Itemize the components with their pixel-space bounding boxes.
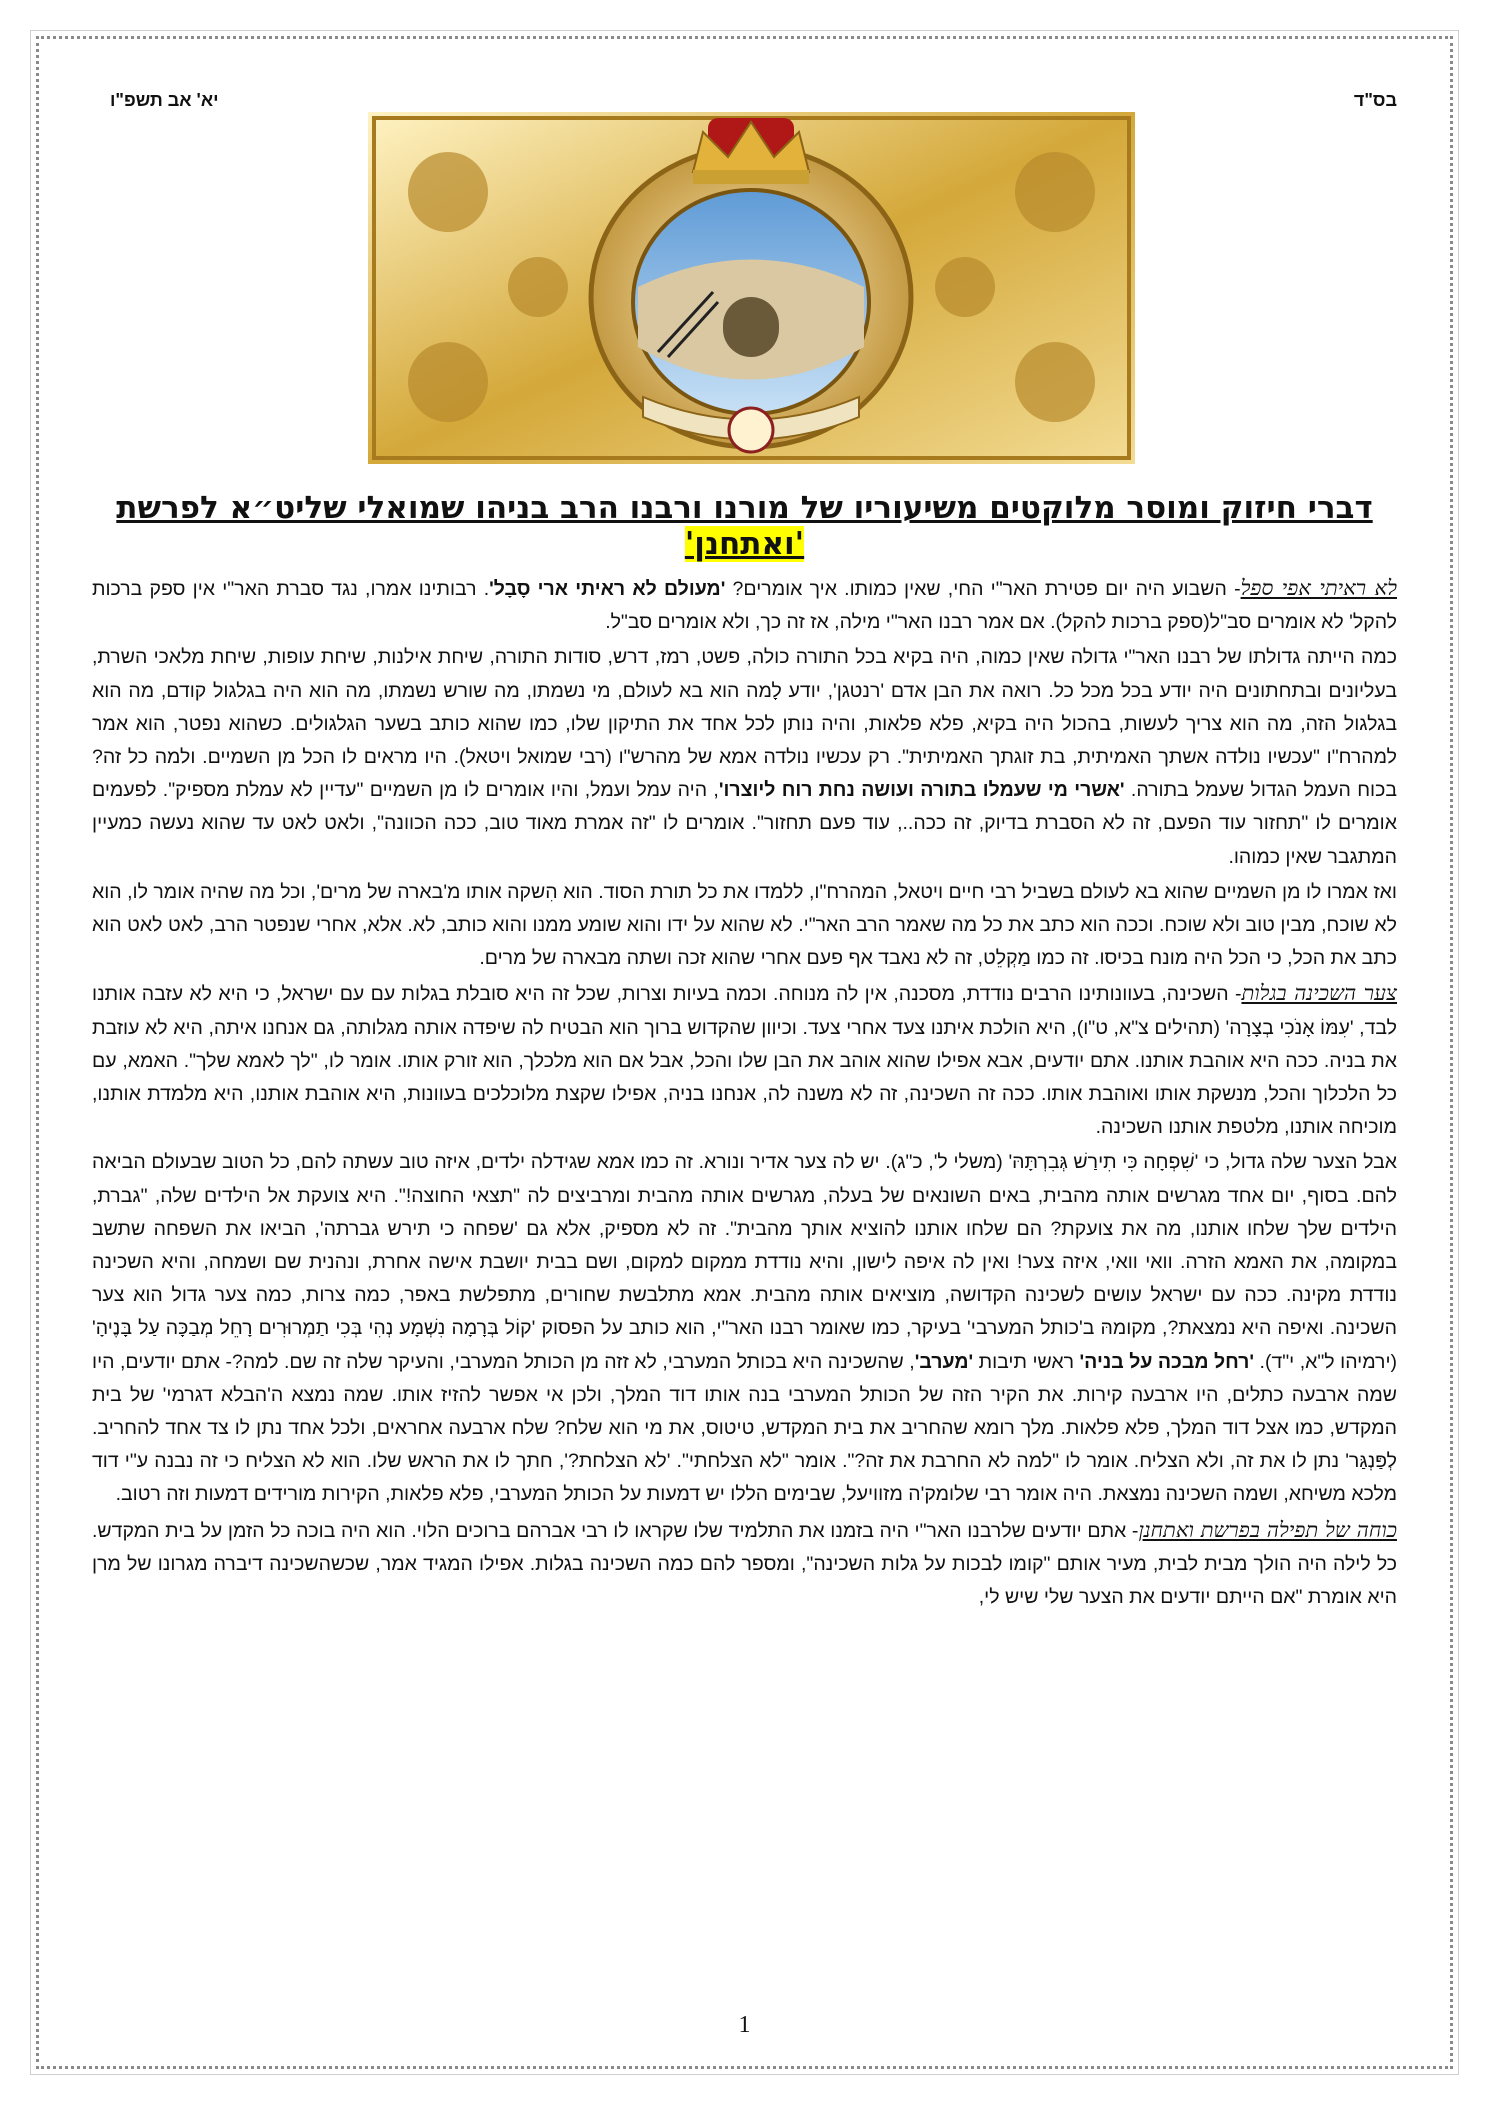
header-bsd: בס"ד bbox=[1353, 90, 1397, 110]
text-run: ראשי תיבות bbox=[973, 1350, 1080, 1373]
paragraph bbox=[92, 977, 1397, 1144]
banner-image bbox=[368, 112, 1135, 464]
text-run: - אתם יודעים שלרבנו האר"י היה בזמנו את התלמיד שלו שקראו לו רבי אברהם ברוכים הלוי. הוא היה בוכה כל הזמן על בית המקדש. כל לילה היה הולך מבית לבית, מעיר אותם "קומו לבכות על גלות השכינה", ומספר להם כמה השכינה בגלות. אפילו המגיד אמר, שכשהשכינה דיברה מגרונו של מרן היא אומרת "אם הייתם יודעים את הצער שלי שיש לי, bbox=[92, 1519, 1397, 1609]
bold-quote: 'מערב' bbox=[914, 1350, 974, 1373]
page-number: 1 bbox=[738, 2012, 751, 2038]
paragraph bbox=[92, 572, 1397, 639]
section-heading: לא ראיתי אפי ספל bbox=[1240, 576, 1397, 600]
seal bbox=[729, 408, 773, 452]
paragraph bbox=[92, 1146, 1397, 1511]
text-run: , שהשכינה היא בכותל המערבי, לא זזה מן הכותל המערבי, והעיקר שלה זה שם. למה?- אתם יודעים, היו שמה ארבעה כתלים, היו ארבעה קירות. את הקיר הזה של הכותל המערבי בנה אותו דוד המלך, ולכן אי אפשר להזיז אותו. שמה נמצא ה'הבלא דגרמי' של בית המקדש, כמו אצל דוד המלך, פלא פלאות. מלך רומא שהחריב את בית המקדש, טיטוס, את מי הוא שלח? שלח ארבעה אחראים, ולכל אחד נתן לו צד אחד להחריב. לְפַּנְגַּר' נתן לו את זה, ולא הצליח. אומר לו "למה לא החרבת את זה?". אומר "לא הצלחתי". 'לא הצלחת?', חתך לו את הראש שלו. הוא לא הצליח כי זה נבנה ע"י דוד מלכא משיחא, ושמה השכינה נמצאת. היה אומר רבי שלומק'ה מזוויעל, שבימים הללו יש דמעות על הכותל המערבי, פלא פלאות, הקירות מורידים דמעות וזה רטוב. bbox=[92, 1350, 1397, 1506]
section-heading: כוחה של תפילה בפרשת ואתחנן bbox=[1138, 1517, 1397, 1542]
paragraph bbox=[92, 641, 1397, 873]
paragraph: ואז אמרו לו מן השמיים שהוא בא לעולם בשביל רבי חיים ויטאל, המהרח"ו, ללמדו את כל תורת הסוד. הוא הִשקה אותו מ'בארה של מרים', וכל מה שהיה אומר לו, הוא לא שוכח, מבין טוב ולא שוכח. וככה הוא כתב את כל מה שאמר הרב האר"י. לא שהוא על ידו והוא שומע ממנו והוא כותב, לא. אלא, אחרי שנפטר הרב, לאט לאט הוא כתב את הכל, כי הכל היה מונח בכיסו. זה כמו מַקְלֵט, זה לא נאבד אף פעם אחרי שהוא זכה ושתה מבארה של מרים. bbox=[92, 880, 1397, 970]
text-run: - השבוע היה יום פטירת האר"י החי, שאין כמותו. איך אומרים? bbox=[725, 578, 1241, 600]
text-run: . רבותינו אמרו, נגד סברת האר"י אין ספק ברכות להקל' לא אומרים סב"ל(ספק ברכות להקל). אם אמר רבנו האר"י מילה, אז זה כך, ולא אומרים סב"ל. bbox=[92, 578, 1397, 634]
text-run: אבל הצער שלה גדול, כי 'שִׁפְחָה כִּי תִירַשׁ גְּבִרְתָּהּ' (משלי ל', כ"ג). יש לה צער אדיר ונורא. זה כמו אמא שגידלה ילדים, איזה טוב עשתה להם, כל הטוב שבעולם הביאה להם. בסוף, יום אחד מגרשים אותה מהבית, באים השונאים של בעלה, מגרשים אותה מהבית ומרביצים לה "תצאי החוצה!". היא צועקת אל הילדים שלה, "גברת, הילדים שלך שלחו אותנו, מה את צועקת? הם שלחו אותנו להוציא אותך מהבית". זה לא מספיק, אלא גם 'שפחה כי תירש גברתה', הביאו את השפחה שתשב במקומה, את האמא הזרה. וואי וואי, איזה צער! ואין לה איפה לישון, והיא נודדת ממקום למקום, ושם בבית יושבת אישה אחרת, ונהנית שם ושמחה, והיא השכינה נודדת מקינה. ככה עם ישראל עושים לשכינה הקדושה, מוציאים אותה מהבית. אמא מתלבשת שחורים, מתפלשת באפר, כמה צרות, כמה צער גדול הוא צער השכינה. ואיפה היא נמצאת?, מקומהּ ב'כותל המערבי' בעיקר, כמו שאומר רבנו האר"י, הוא כותב על הפסוק 'קוֹל בְּרָמָה נִשְׁמָע נְהִי בְּכִי תַמְרוּרִים רָחֵל מְבַכָּה עַל בָּנֶיהָ' (ירמיהו ל"א, י"ד). bbox=[92, 1151, 1398, 1373]
paragraph bbox=[92, 1514, 1397, 1615]
bold-quote: 'רחל מבכה על בניה' bbox=[1079, 1350, 1255, 1373]
page-title bbox=[80, 490, 1409, 562]
section-heading: צער השכינה בגלות bbox=[1241, 981, 1398, 1006]
text-run: כמה הייתה גדולתו של רבנו האר"י גדולה שאין כמוה, היה בקיא בכל התורה כולה, פשט, רמז, דרש, סודות התורה, שיחת אילנות, שיחת עופות, שיחת מלאכי השרת, בעליונים ובתחתונים היה יודע בכל מכל כל. רואה את הבן אדם 'רנטגן', יודע לָמה הוא בא לעולם, מי נשמתו, מה שורש נשמתו, מה הוא היה בגלגול קודם, מה הוא בגלגול הזה, מה הוא צריך לעשות, בהכול היה בקיא, פלא פלאות, והיה נותן לכל אחד את התיקון שלו, כמו שהוא כותב בשער הגלגולים. כשהוא נפטר, הוא אמר למהרח"ו "עכשיו נולדה אשתך האמיתית, בת זוגתך האמיתית". רק עכשיו נולדה אמא של מהרש"ו (רבי שמואל ויטאל). היו מראים לו הכל מן השמיים. ולמה כל זה? בכוח העמל הגדול שעמל בתורה. bbox=[92, 646, 1398, 802]
text-run: , היה עמל ועמל, והיו אומרים לו מן השמיים "עדיין לא עמלת מספיק". לפעמים אומרים לו "תחזור עוד הפעם, זה לא הסברת בדיוק, זה ככה.., עוד פעם תחזור". אומרים לו "זה אמרת מאוד טוב, ככה הכוונה", ולאט לאט עד שהוא נעשה כמעיין המתגבר שאין כמוהו. bbox=[92, 779, 1397, 868]
crown-icon bbox=[693, 118, 809, 184]
bold-quote: 'מעולם לא ראיתי ארי סָבָל' bbox=[489, 578, 726, 600]
title-main: דברי חיזוק ומוסר מלוקטים משיעוריו של מורנו ורבנו הרב בניהו שמואלי שליט״א לפרשת bbox=[116, 490, 1373, 526]
text-run: - השכינה, בעוונותינו הרבים נודדת, מסכנה, אין לה מנוחה. וכמה בעיות וצרות, שכל זה היא סובלת בגלות עם עם ישראל, כי היא לא עזבה אותנו לבד, 'עִמּוֹ אָנֹכִי בְצָרָה' (תהילים צ"א, ט"ו), היא הולכת איתנו צעד אחרי צעד. וכיוון שהקדוש ברוך הוא הבטיח לה שיפדה אותה מגלותה, גם אנחנו איתה, היא לא עוזבת את בניה. ככה היא אוהבת אותנו. אתם יודעים, אבא אפילו שהוא אוהב את הבן שלו והכל, אבל אם הוא מלכלך, הוא זורק אותו. אומר לו, "לך לאמא שלך". האמא, עם כל הלכלוך והכל, מנשקת אותו ואוהבת אותו. ככה זה השכינה, זה לא משנה לה, אנחנו בניה, אפילו שקצת מלוכלכים בעוונות, היא אוהבת אותנו, היא מלמדת אותנו, מוכיחה אותנו, מלטפת אותנו השכינה. bbox=[92, 983, 1397, 1139]
header-date: יא' אב תשפ"ו bbox=[110, 90, 219, 110]
article-body bbox=[92, 572, 1397, 1616]
title-parsha: 'ואתחנן' bbox=[684, 526, 805, 562]
bold-quote: 'אשרי מי שעמלו בתורה ועושה נחת רוח ליוצרו' bbox=[718, 779, 1125, 802]
